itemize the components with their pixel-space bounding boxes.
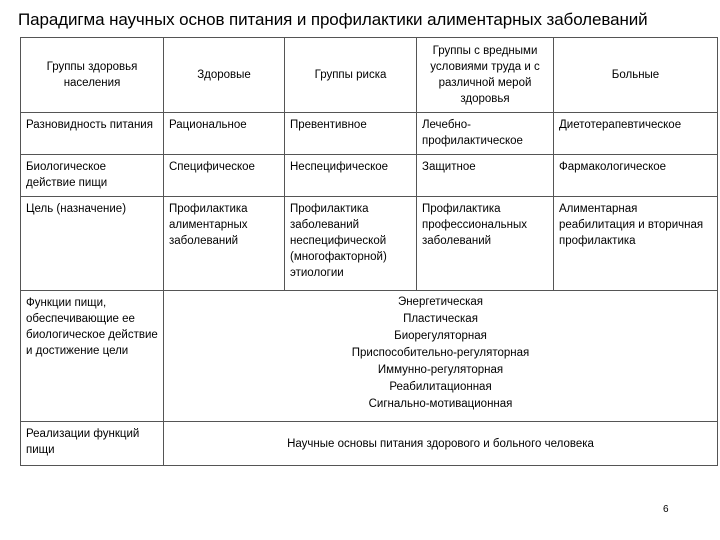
table-header-row xyxy=(21,38,718,113)
implementation-label: Реализации функций пищи xyxy=(21,422,164,466)
page-title: Парадигма научных основ питания и профилактики алиментарных заболеваний xyxy=(18,10,648,29)
table-row xyxy=(21,197,718,291)
function-item: Сигнально-мотивационная xyxy=(368,398,513,410)
function-item: Реабилитационная xyxy=(389,381,492,393)
functions-row xyxy=(21,291,718,422)
table-cell: Алиментарная реабилитация и вторичная профилактика xyxy=(554,197,718,291)
paradigm-table xyxy=(20,37,718,466)
page-number: 6 xyxy=(663,504,669,515)
table-row xyxy=(21,155,718,197)
table-cell: Защитное xyxy=(417,155,554,197)
function-item: Приспособительно-регуляторная xyxy=(351,347,530,359)
header-col-sick: Больные xyxy=(554,38,718,113)
table-cell: Профилактика алиментарных заболеваний xyxy=(164,197,285,291)
table-cell: Превентивное xyxy=(285,113,417,155)
implementation-row xyxy=(21,422,718,466)
header-col-harmful-conditions: Группы с вредными условиями труда и с различной мерой здоровья xyxy=(417,38,554,113)
functions-list xyxy=(164,291,718,422)
table-row xyxy=(21,113,718,155)
function-item: Биорегуляторная xyxy=(394,330,487,342)
table-cell: Диетотерапевтическое xyxy=(554,113,718,155)
table-cell: Неспецифическое xyxy=(285,155,417,197)
header-col-healthy: Здоровые xyxy=(164,38,285,113)
implementation-value: Научные основы питания здорового и больного человека xyxy=(164,422,718,466)
table-cell: Профилактика профессиональных заболеваний xyxy=(417,197,554,291)
function-item: Пластическая xyxy=(403,313,478,325)
table-cell: Фармакологическое xyxy=(554,155,718,197)
table-cell: Специфическое xyxy=(164,155,285,197)
row-label: Разновидность питания xyxy=(21,113,164,155)
function-item: Иммунно-регуляторная xyxy=(377,364,504,376)
row-label: Цель (назначение) xyxy=(21,197,164,291)
table-cell: Лечебно-профилактическое xyxy=(417,113,554,155)
header-col-risk: Группы риска xyxy=(285,38,417,113)
functions-label: Функции пищи, обеспечивающие ее биологическое действие и достижение цели xyxy=(21,291,164,422)
function-item: Энергетическая xyxy=(397,296,484,308)
header-row-label: Группы здоровья населения xyxy=(21,38,164,113)
table-cell: Профилактика заболеваний неспецифической (многофакторной) этиологии xyxy=(285,197,417,291)
table-cell: Рациональное xyxy=(164,113,285,155)
row-label: Биологическое действие пищи xyxy=(21,155,164,197)
